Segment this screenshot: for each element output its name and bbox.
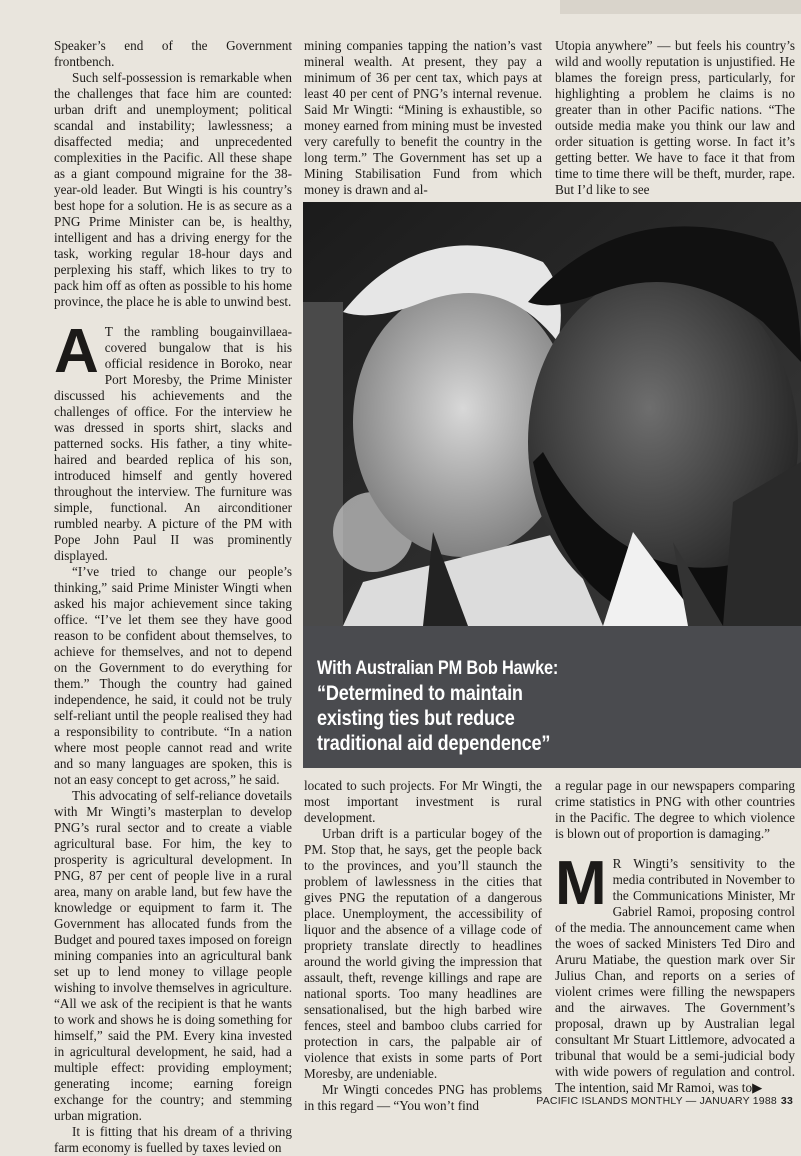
caption-line: existing ties but reduce: [317, 707, 515, 730]
paragraph: Speaker’s end of the Government frontbench.: [54, 38, 292, 69]
paragraph: mining companies tapping the nation’s vast mineral wealth. At present, they pay a minimum of 36 per cent tax, which pays at least 40 per cent of PNG’s internal revenue. Said Mr Wingti: “Mining is exhaustible, so money earned from mining must be invested very carefully to benefit the country in the long term.” The Government has set up a Mining Stabilisation Fund from which money is drawn and al-: [304, 38, 542, 197]
photo-wingti-hawke: [303, 202, 801, 626]
paragraph-dropcap: [54, 317, 292, 564]
column-1: [54, 38, 292, 1156]
drop-cap: A: [54, 317, 99, 386]
paragraph: Such self-possession is remarkable when the challenges that face him are counted: urban drift and unemployment; political scandal and instability; lawlessness; a disaffected media; and unprecedented complexities in the Pacific. All these shape as a giant compound migraine for the 38-year-old leader. But Wingti is his country’s best hope for a solution. He is as secure as a PNG Prime Minister can be, is healthy, intelligent and has a driving energy for the task, working regular 18-hour days and perplexing his staff, which likes to try to pack him off as often as possible to his home province, the place he is able to unwind best.: [54, 70, 292, 309]
drop-cap: M: [555, 849, 607, 918]
caption-line: “Determined to maintain: [317, 682, 523, 705]
caption-line: traditional aid dependence”: [317, 732, 551, 755]
paragraph: This advocating of self-reliance dovetails with Mr Wingti’s masterplan to develop PNG’s rural sector and to create a viable agricultural base. For him, the key to prosperity is agricultural development. In PNG, 87 per cent of people live in a rural area, many on arable land, but few have the knowledge or equipment to farm it. The Government has allocated funds from the Budget and poured taxes imposed on foreign mining companies into an agricultural bank set up to lend money to village people wishing to involve themselves in agriculture. “All we ask of the recipient is that he wants to work and shows he is doing something for himself,” said the PM. Every kina invested in agricultural development, he said, had a multiple effect: providing employment; generating income; earning foreign exchange for the country; and stemming urban migration.: [54, 788, 292, 1123]
paragraph: Mr Wingti concedes PNG has problems in this regard — “You won’t find: [304, 1082, 542, 1113]
column-2-bottom: [304, 778, 542, 1114]
publication-line: PACIFIC ISLANDS MONTHLY — JANUARY 1988: [536, 1095, 777, 1107]
paragraph-text: T the rambling bougainvillaea-covered bungalow that is his official residence in Boroko, near Port Moresby, the Prime Minister discussed his achievements and the challenges of office. For the interview he was dressed in sports shirt, slacks and patterned socks. His father, a tiny white-haired and bearded replica of his son, introduced himself and gently hovered throughout the interview. The furniture was simple, functional. An airconditioner rumbled nearby. A picture of the PM with Pope John Paul II was prominently displayed.: [54, 324, 292, 563]
caption-line: With Australian PM Bob Hawke:: [317, 658, 559, 679]
page-number: 33: [780, 1095, 793, 1107]
continue-arrow-icon: ▶: [752, 1080, 763, 1095]
page-footer: [536, 1095, 793, 1107]
top-edge-strip: [560, 0, 801, 14]
paragraph: It is fitting that his dream of a thriving farm economy is fuelled by taxes levied on: [54, 1124, 292, 1155]
paragraph: Urban drift is a particular bogey of the PM. Stop that, he says, get the people back to the provinces, and you’ll staunch the problem of lawlessness in the cities that gives PNG the reputation of a dangerous place. Unemployment, the accessibility of liquor and the absence of a village code of propriety translate directly to headlines around the world giving the impression that assault, theft, revenge killings and rape are national sports. Too many headlines are sensationalised, but the high barbed wire fences, steel and bamboo clubs carried for protection in cars, the palpable air of violence that exists in some parts of Port Moresby, are undeniable.: [304, 826, 542, 1081]
photo-caption-box: [303, 626, 801, 768]
paragraph-dropcap: [555, 849, 795, 1096]
column-3-bottom: [555, 778, 795, 1096]
paragraph: Utopia anywhere” — but feels his country’s wild and woolly reputation is unjustified. He blames the foreign press, particularly, for highlighting a problem he claims is no greater than in other Pacific nations. “The outside media make you think our law and order situation is getting worse. In fact it’s getting better. We have to face it that from time to time there will be theft, murder, rape. But I’d like to see: [555, 38, 795, 197]
paragraph: located to such projects. For Mr Wingti, the most important investment is rural development.: [304, 778, 542, 825]
paragraph: “I’ve tried to change our people’s thinking,” said Prime Minister Wingti when asked his major achievement since taking office. “I’ve let them see they have good reason to be confident about themselves, to achieve for themselves, and not to depend on the Government to do everything for them.” Though the country had gained independence, he said, it could not be truly self-reliant until the people realised they had a responsibility to contribute. “In a nation where most people cannot read and write and so many languages are spoken, this is not an easy concept to get across,” he said.: [54, 564, 292, 787]
paragraph-text: R Wingti’s sensitivity to the media contributed in November to the Communications Minister, Mr Gabriel Ramoi, proposing control of the media. The announcement came when the woes of sacked Ministers Ted Diro and Aruru Matiabe, the question mark over Sir Julius Chan, and reports on a series of violent crimes were filling the newspapers and the airwaves. The Government’s proposal, drawn up by Australian legal consultant Mr Stuart Littlemore, advocated a tribunal that would be a semi-judicial body with wide powers of regulation and control. The intention, said Mr Ramoi, was to: [555, 856, 795, 1095]
photo-caption: [317, 656, 721, 756]
column-3-top: [555, 38, 795, 198]
paragraph: a regular page in our newspapers comparing crime statistics in PNG with other countries in the Pacific. The degree to which violence is blown out of proportion is damaging.”: [555, 778, 795, 841]
column-2-top: [304, 38, 542, 198]
